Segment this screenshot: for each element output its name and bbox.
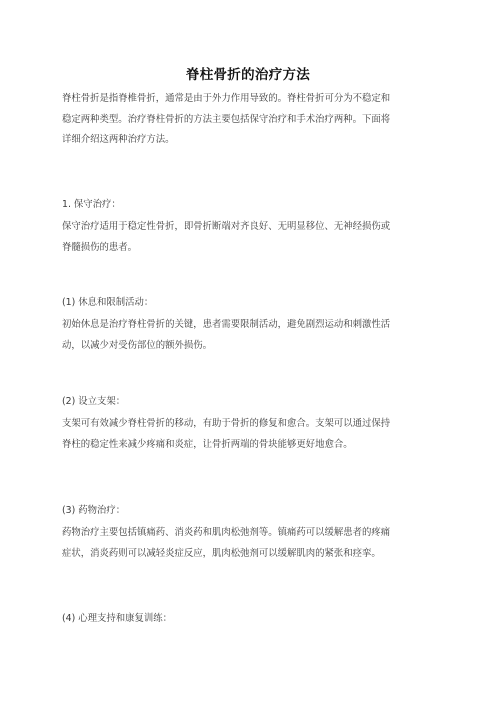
paragraph-line: 动，以减少对受伤部位的额外损伤。 — [62, 339, 213, 351]
subsection-paragraph — [62, 414, 434, 455]
intro-paragraph — [62, 89, 434, 151]
subsection-heading-rest: (1) 休息和限制活动： — [62, 297, 154, 308]
paragraph-line: 稳定两种类型。治疗脊柱骨折的方法主要包括保守治疗和手术治疗两种。下面将 — [62, 113, 391, 125]
section-heading-conservative-treatment: 1. 保守治疗： — [62, 199, 121, 210]
paragraph-line: 脊柱骨折是指脊椎骨折，通常是由于外力作用导致的。脊柱骨折可分为不稳定和 — [62, 93, 391, 104]
subsection-heading-rehabilitation: (4) 心理支持和康复训练： — [62, 613, 173, 624]
paragraph-line: 症状，消炎药则可以减轻炎症反应，肌肉松弛剂可以缓解肌肉的紧张和痉挛。 — [62, 547, 381, 559]
paragraph-line: 脊柱的稳定性来减少疼痛和炎症，让骨折两端的骨块能够更好地愈合。 — [62, 438, 353, 450]
subsection-paragraph — [62, 523, 434, 564]
paragraph-line: 详细介绍这两种治疗方法。 — [62, 134, 175, 145]
paragraph-line: 初始休息是治疗脊柱骨折的关键，患者需要限制活动，避免剧烈运动和刺激性活 — [62, 319, 391, 330]
subsection-heading-medication: (3) 药物治疗： — [62, 505, 126, 516]
subsection-paragraph — [62, 315, 434, 356]
paragraph-line: 药物治疗主要包括镇痛药、消炎药和肌肉松弛剂等。镇痛药可以缓解患者的疼痛 — [62, 527, 391, 538]
subsection-heading-brace: (2) 设立支架： — [62, 396, 126, 407]
section-paragraph — [62, 217, 434, 258]
paragraph-line: 脊髓损伤的患者。 — [62, 241, 138, 253]
paragraph-line: 保守治疗适用于稳定性骨折，即骨折断端对齐良好、无明显移位、无神经损伤或 — [62, 221, 391, 232]
paragraph-line: 支架可有效减少脊柱骨折的移动，有助于骨折的修复和愈合。支架可以通过保持 — [62, 418, 391, 429]
document-title: 脊柱骨折的治疗方法 — [185, 67, 311, 83]
